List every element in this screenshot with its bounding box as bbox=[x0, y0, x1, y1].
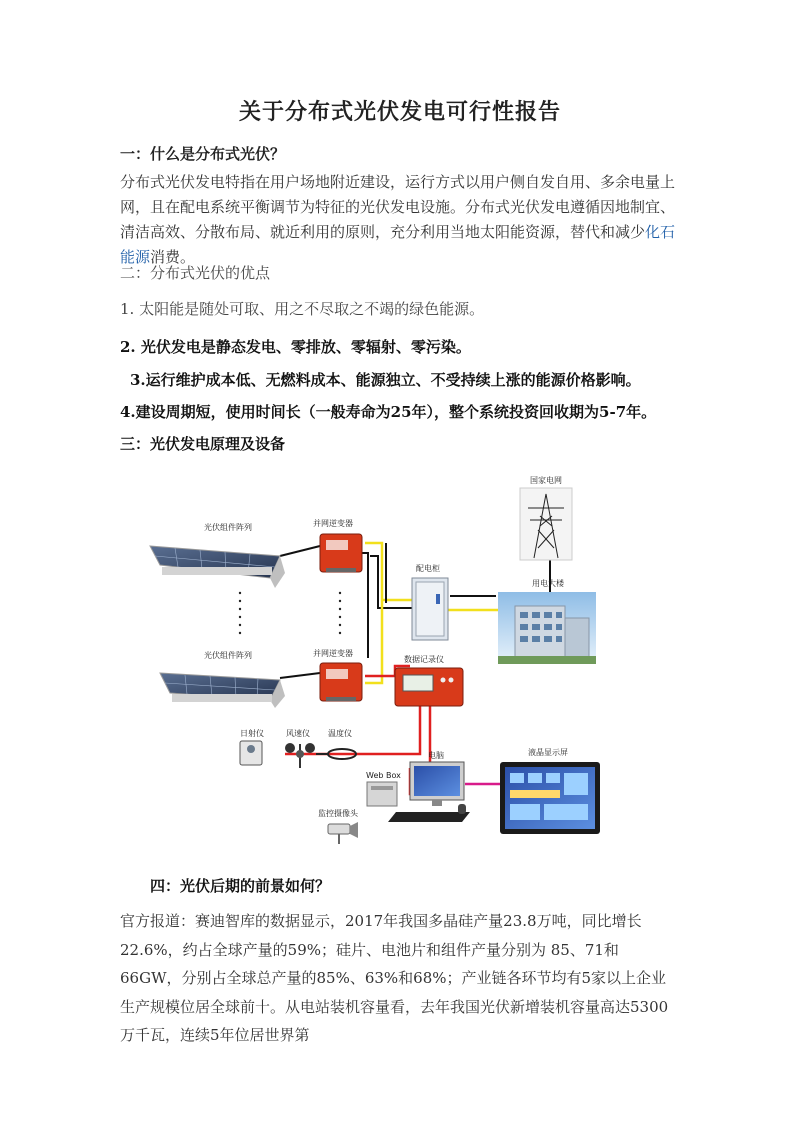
label-camera: 监控摄像头 bbox=[318, 809, 358, 818]
label-data-logger: 数据记录仪 bbox=[404, 655, 444, 664]
pv-array-top bbox=[150, 546, 285, 588]
inverter-bottom bbox=[320, 663, 362, 701]
web-box bbox=[367, 782, 397, 806]
national-grid-tower bbox=[520, 488, 572, 560]
label-building: 用电大楼 bbox=[532, 579, 564, 588]
label-anemometer: 风速仪 bbox=[286, 729, 310, 738]
array-ellipsis bbox=[239, 592, 341, 634]
distribution-cabinet bbox=[412, 578, 448, 640]
label-pv-array-bottom: 光伏组件阵列 bbox=[204, 651, 252, 660]
inverter-top bbox=[320, 534, 362, 572]
pv-array-bottom bbox=[160, 673, 285, 708]
advantage-item-1: 1. 太阳能是随处可取、用之不尽取之不竭的绿色能源。 bbox=[120, 300, 485, 318]
document-title: 关于分布式光伏发电可行性报告 bbox=[238, 99, 561, 125]
label-computer: 电脑 bbox=[428, 751, 444, 760]
pv-system-diagram bbox=[120, 468, 680, 860]
label-thermometer: 温度仪 bbox=[328, 729, 352, 738]
label-inverter-bottom: 并网逆变器 bbox=[313, 649, 353, 658]
section1-body-end: 消费。 bbox=[150, 248, 196, 266]
label-inverter-top: 并网逆变器 bbox=[313, 519, 353, 528]
label-pv-array-top: 光伏组件阵列 bbox=[204, 523, 252, 532]
pv-system-diagram-svg bbox=[120, 468, 680, 860]
surveillance-camera bbox=[328, 822, 358, 844]
label-lcd-screen: 液晶显示屏 bbox=[528, 748, 568, 757]
label-distribution-cabinet: 配电柜 bbox=[416, 564, 440, 573]
label-web-box: Web Box bbox=[366, 771, 401, 780]
irradiance-meter bbox=[240, 741, 262, 765]
section4-heading: 四：光伏后期的前景如何？ bbox=[150, 877, 331, 895]
label-national-grid: 国家电网 bbox=[530, 476, 562, 485]
office-building bbox=[498, 592, 596, 664]
section4-body: 官方报道：赛迪智库的数据显示，2017年我国多晶硅产量23.8万吨，同比增长22.6%，约占全球产量的59%；硅片、电池片和组件产量分别为 85、71和66GW，分别占全球总产量的85%、63%和68%；产业链各环节均有5家以上企业生产规模位居全球前十。从电站装机容量看，去年我国光伏新增装机容量高达5300万千瓦，连续5年位居世界第 bbox=[120, 912, 669, 1044]
advantage-item-3: 3.运行维护成本低、无燃料成本、能源独立、不受持续上涨的能源价格影响。 bbox=[130, 371, 641, 389]
advantage-item-2: 2. 光伏发电是静态发电、零排放、零辐射、零污染。 bbox=[120, 338, 471, 356]
label-irradiance-meter: 日射仪 bbox=[240, 729, 264, 738]
section1-body-text: 分布式光伏发电特指在用户场地附近建设，运行方式以用户侧自发自用、多余电量上网，且在配电系统平衡调节为特征的光伏发电设施。分布式光伏发电遵循因地制宜、清洁高效、分散布局、就近利用的原则，充分利用当地太阳能资源，替代和减少 bbox=[120, 173, 676, 241]
section1-body bbox=[120, 170, 680, 270]
anemometer bbox=[285, 743, 315, 768]
section2-heading: 二：分布式光伏的优点 bbox=[120, 264, 271, 282]
data-logger bbox=[395, 668, 463, 706]
section1-heading: 一：什么是分布式光伏？ bbox=[120, 145, 286, 163]
fossil-energy-link[interactable]: 化石能源 bbox=[120, 223, 676, 266]
section3-heading: 三：光伏发电原理及设备 bbox=[120, 435, 286, 453]
lcd-display bbox=[500, 762, 600, 834]
advantage-item-4: 4.建设周期短，使用时间长（一般寿命为25年），整个系统投资回收期为5-7年。 bbox=[120, 403, 657, 421]
